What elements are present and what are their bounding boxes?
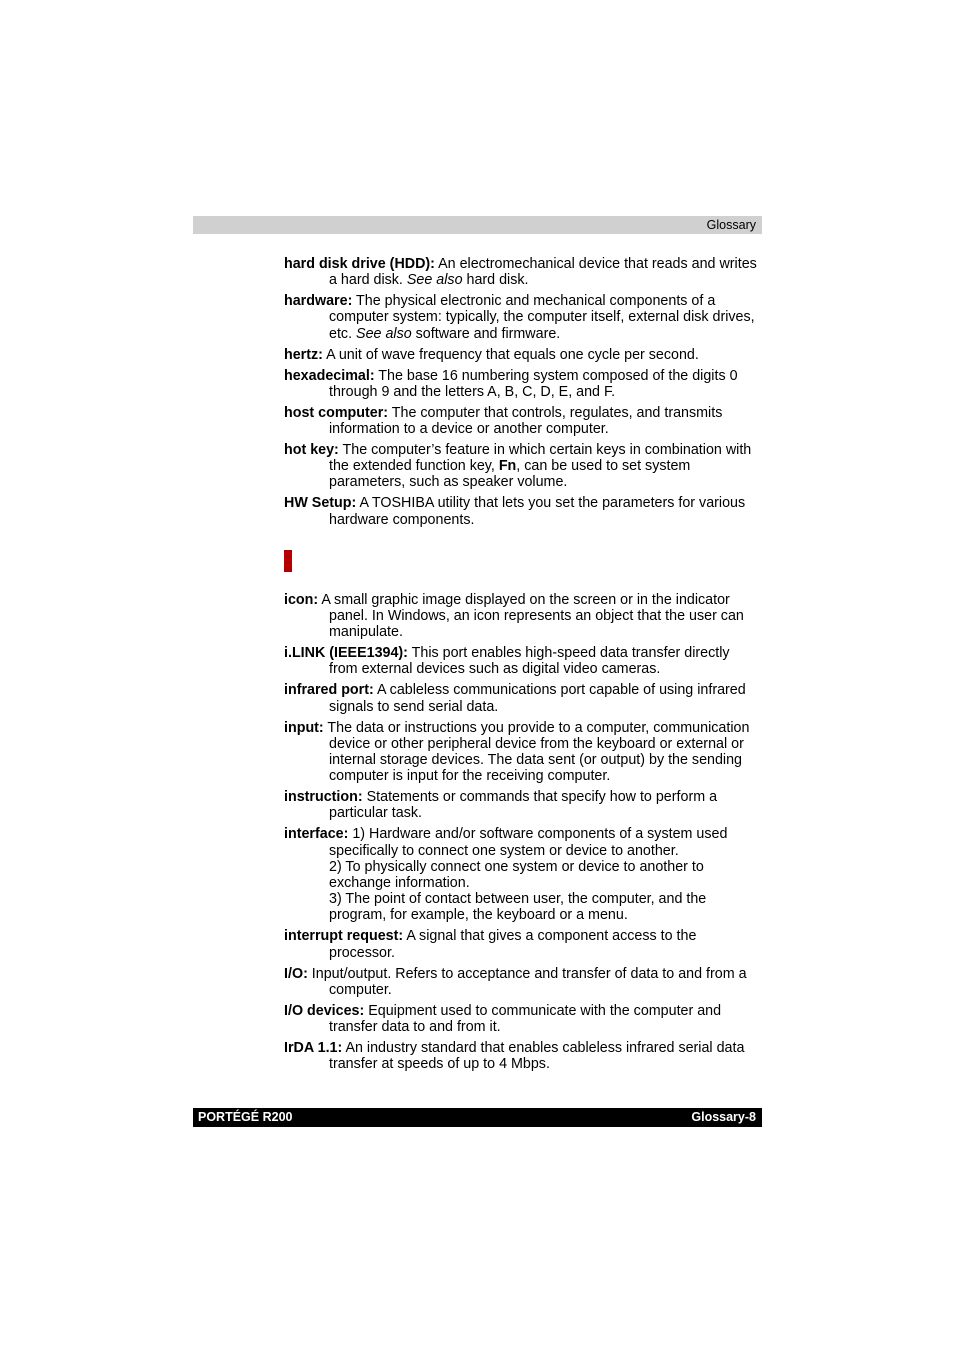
glossary-entry-hexadecimal bbox=[284, 368, 762, 400]
glossary-term: i.LINK (IEEE1394): bbox=[284, 645, 408, 662]
footer-page-number: Glossary-8 bbox=[691, 1110, 756, 1124]
glossary-term: hexadecimal: bbox=[284, 367, 375, 384]
glossary-definition: A TOSHIBA utility that lets you set the parameters for various hardware components. bbox=[329, 495, 746, 528]
glossary-entry-icon bbox=[284, 592, 762, 641]
glossary-entry-hardware bbox=[284, 293, 762, 342]
glossary-term: IrDA 1.1: bbox=[284, 1040, 343, 1057]
cross-reference-label: See also bbox=[356, 325, 412, 342]
glossary-content bbox=[284, 256, 762, 1077]
glossary-definition: A signal that gives a component access to the processor. bbox=[329, 928, 697, 961]
glossary-term: infrared port: bbox=[284, 682, 374, 699]
glossary-definition: This port enables high-speed data transfer directly from external devices such as digital video cameras. bbox=[329, 645, 730, 678]
glossary-definition: 1) Hardware and/or software components of a system used specifically to connect one system or device to another. bbox=[329, 826, 728, 859]
glossary-definition: hard disk. bbox=[462, 272, 529, 289]
glossary-definition: The data or instructions you provide to a computer, communication device or other peripheral device from the keyboard or external or internal storage devices. The data sent (or output) by the sending computer is input for the receiving computer. bbox=[323, 719, 750, 785]
glossary-term: hertz: bbox=[284, 346, 323, 363]
glossary-definition: The base 16 numbering system composed of the digits 0 through 9 and the letters A, B, C, D, E, and F. bbox=[329, 367, 738, 400]
glossary-definition: A unit of wave frequency that equals one cycle per second. bbox=[322, 346, 699, 363]
glossary-definition: , can be used to set system parameters, such as speaker volume. bbox=[329, 458, 691, 491]
glossary-term: icon: bbox=[284, 591, 319, 608]
glossary-entry-irda bbox=[284, 1040, 762, 1072]
glossary-definition: Statements or commands that specify how to perform a particular task. bbox=[329, 789, 718, 822]
glossary-entry-io bbox=[284, 966, 762, 998]
glossary-entry-hot-key bbox=[284, 442, 762, 491]
running-footer bbox=[193, 1108, 762, 1127]
glossary-definition: The computer that controls, regulates, and transmits information to a device or another computer. bbox=[329, 404, 723, 438]
glossary-definition: A small graphic image displayed on the screen or in the indicator panel. In Windows, an icon represents an object that the user can manipulate. bbox=[318, 591, 744, 641]
glossary-definition: Equipment used to communicate with the computer and transfer data to and from it. bbox=[329, 1002, 722, 1036]
glossary-entry-infrared-port bbox=[284, 682, 762, 714]
header-section-title: Glossary bbox=[706, 218, 756, 232]
glossary-definition: An electromechanical device that reads and writes a hard disk. bbox=[329, 256, 757, 289]
glossary-definition: A cableless communications port capable of using infrared signals to send serial data. bbox=[329, 682, 746, 715]
glossary-term: instruction: bbox=[284, 789, 363, 806]
glossary-definition: The physical electronic and mechanical components of a computer system: typically, the computer itself, external disk drives, etc. bbox=[329, 293, 755, 342]
glossary-entry-io-devices bbox=[284, 1003, 762, 1035]
glossary-entry-interface bbox=[284, 826, 762, 923]
glossary-entry-host-computer bbox=[284, 405, 762, 437]
glossary-definition: An industry standard that enables cableless infrared serial data transfer at speeds of up to 4 Mbps. bbox=[329, 1040, 745, 1073]
glossary-entry-instruction bbox=[284, 789, 762, 821]
footer-product-name: PORTÉGÉ R200 bbox=[198, 1110, 293, 1124]
glossary-term: interface: bbox=[284, 826, 349, 843]
glossary-definition-line: 3) The point of contact between user, the computer, and the program, for example, the keyboard or a menu. bbox=[329, 891, 707, 924]
glossary-definition: The computer’s feature in which certain keys in combination with the extended function key, bbox=[329, 442, 752, 475]
glossary-entry-hw-setup bbox=[284, 495, 762, 527]
glossary-term: I/O devices: bbox=[284, 1002, 365, 1019]
glossary-term: I/O: bbox=[284, 965, 308, 982]
glossary-term: host computer: bbox=[284, 404, 389, 421]
glossary-term: HW Setup: bbox=[284, 495, 357, 512]
running-header bbox=[193, 216, 762, 234]
cross-reference-label: See also bbox=[406, 272, 463, 289]
glossary-term: input: bbox=[284, 719, 324, 736]
glossary-definition: software and firmware. bbox=[411, 325, 561, 342]
key-name: Fn bbox=[498, 458, 517, 475]
section-letter-i-marker bbox=[284, 550, 292, 572]
glossary-entry-hertz bbox=[284, 347, 762, 363]
glossary-entry-i-link bbox=[284, 645, 762, 677]
glossary-term: hardware: bbox=[284, 293, 353, 310]
glossary-term: interrupt request: bbox=[284, 928, 404, 945]
glossary-entry-hard-disk-drive bbox=[284, 256, 762, 288]
glossary-term: hard disk drive (HDD): bbox=[284, 256, 435, 272]
glossary-definition: Input/output. Refers to acceptance and transfer of data to and from a computer. bbox=[307, 965, 747, 998]
glossary-entry-interrupt-request bbox=[284, 928, 762, 960]
glossary-definition-line: 2) To physically connect one system or device to another to exchange information. bbox=[329, 858, 704, 892]
glossary-term: hot key: bbox=[284, 442, 339, 459]
glossary-entry-input bbox=[284, 720, 762, 785]
